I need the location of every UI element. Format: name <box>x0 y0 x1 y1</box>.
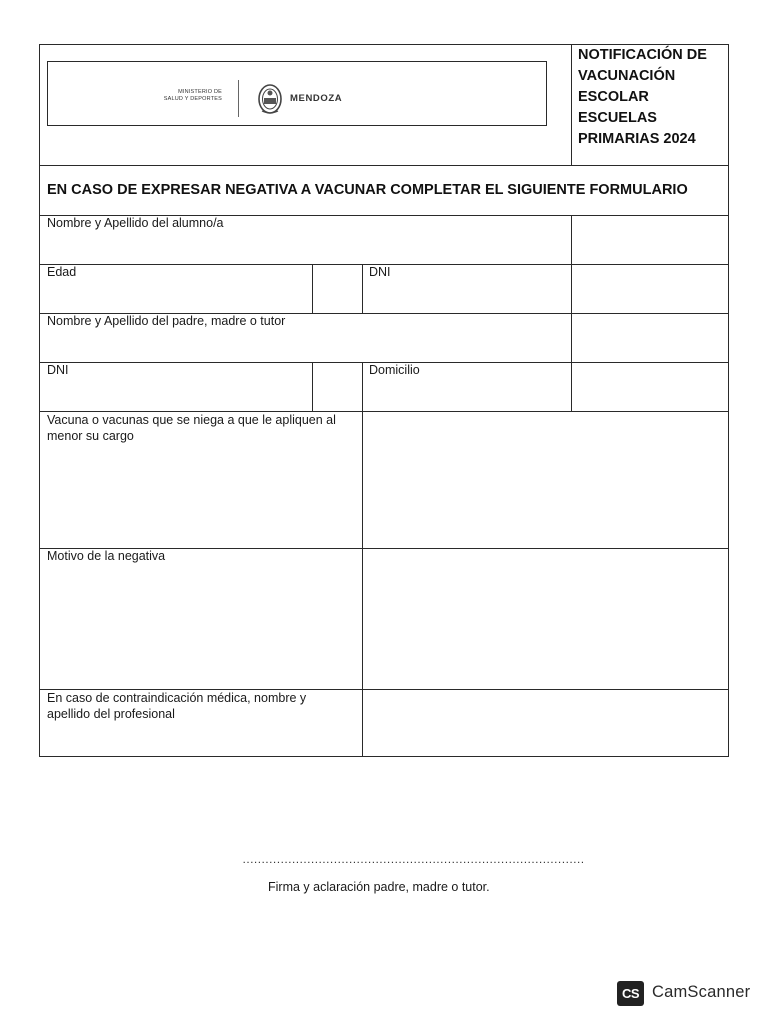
ministry-line-1: MINISTERIO DE <box>178 89 222 95</box>
label-line: En caso de contraindicación médica, nombre y <box>47 691 307 705</box>
guardian-name-label: Nombre y Apellido del padre, madre o tutor <box>47 314 286 328</box>
professional-label <box>47 690 357 722</box>
column-divider <box>571 44 572 165</box>
label-line: menor su cargo <box>47 429 134 443</box>
column-divider <box>362 411 363 756</box>
title-line: NOTIFICACIÓN DE <box>578 47 707 63</box>
column-divider <box>362 264 363 313</box>
column-divider <box>571 215 572 411</box>
coat-of-arms-icon <box>256 82 284 116</box>
vaccines-refused-label <box>47 412 357 444</box>
age-label: Edad <box>47 265 77 279</box>
title-line: ESCUELAS <box>578 110 657 126</box>
form-table <box>39 44 729 757</box>
title-line: PRIMARIAS 2024 <box>578 131 696 147</box>
column-divider <box>362 362 363 411</box>
column-divider <box>312 264 313 313</box>
refusal-reason-label: Motivo de la negativa <box>47 549 166 563</box>
camscanner-logo-icon: CS <box>617 981 644 1006</box>
student-dni-label: DNI <box>369 265 391 279</box>
row-divider <box>39 165 729 166</box>
document-title <box>578 45 728 150</box>
title-line: ESCOLAR <box>578 89 649 105</box>
ministry-line-2: SALUD Y DEPORTES <box>163 96 222 102</box>
column-divider <box>312 362 313 411</box>
guardian-dni-label: DNI <box>47 363 69 377</box>
camscanner-brand: CamScanner <box>652 983 751 1001</box>
student-name-label: Nombre y Apellido del alumno/a <box>47 216 224 230</box>
title-line: VACUNACIÓN <box>578 68 676 84</box>
province-logo-text: MENDOZA <box>290 93 343 104</box>
address-label: Domicilio <box>369 363 420 377</box>
label-line: Vacuna o vacunas que se niega a que le apliquen al <box>47 413 336 427</box>
signature-line: ……………………………………………………………………………… <box>242 852 585 866</box>
logo-separator <box>238 80 239 117</box>
ministry-logo-text <box>150 89 222 103</box>
signature-caption: Firma y aclaración padre, madre o tutor. <box>268 880 490 894</box>
form-heading: EN CASO DE EXPRESAR NEGATIVA A VACUNAR COMPLETAR EL SIGUIENTE FORMULARIO <box>47 182 688 198</box>
label-line: apellido del profesional <box>47 707 175 721</box>
